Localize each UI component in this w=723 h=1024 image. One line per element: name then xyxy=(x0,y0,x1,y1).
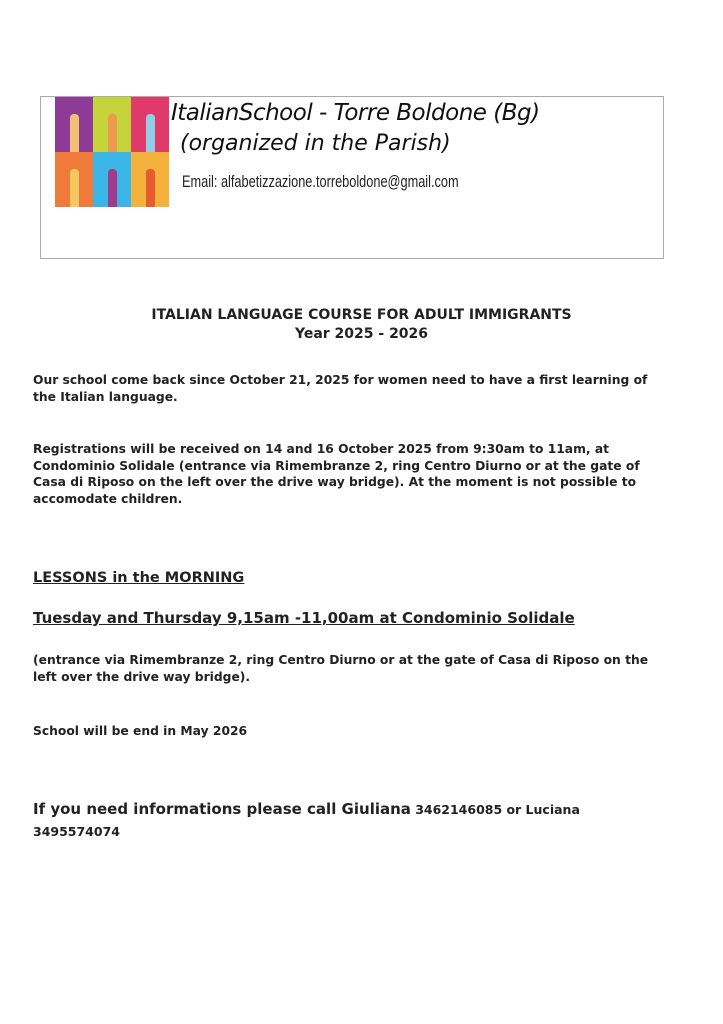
hands-logo xyxy=(55,97,169,207)
school-subtitle: (organized in the Parish) xyxy=(180,131,451,156)
course-title-line1: ITALIAN LANGUAGE COURSE FOR ADULT IMMIGRANTS xyxy=(151,307,572,323)
course-year: Year 2025 - 2026 xyxy=(294,326,429,342)
school-email: Email: alfabetizzazione.torreboldone@gmail.com xyxy=(182,172,459,191)
intro-paragraph: Our school come back since October 21, 2025 for women need to have a first learning of the Italian language. xyxy=(33,373,648,404)
school-name: ItalianSchool - Torre Boldone (Bg) xyxy=(171,100,540,126)
contact-phone-giuliana: 3462146085 xyxy=(415,802,503,817)
contact-or: or Luciana xyxy=(506,802,580,817)
lessons-heading: LESSONS in the MORNING xyxy=(33,570,245,586)
lessons-schedule: Tuesday and Thursday 9,15am -11,00am at Condominio Solidale xyxy=(33,609,575,627)
registrations-paragraph: Registrations will be received on 14 and 16 October 2025 from 9:30am to 11am, at Condominio Solidale (entrance via Rimembranze 2, ring Centro Diurno or at the gate of Casa di Riposo on the left over the drive way bridge). At the moment is not possible to accomodate children. xyxy=(33,442,640,506)
school-end: School will be end in May 2026 xyxy=(33,724,248,738)
contact-phone-luciana: 3495574074 xyxy=(33,824,120,839)
contact-text: If you need informations please call Giuliana xyxy=(33,800,411,818)
course-title xyxy=(0,306,723,344)
lessons-location: (entrance via Rimembranze 2, ring Centro Diurno or at the gate of Casa di Riposo on the left over the drive way bridge). xyxy=(33,653,649,684)
contact-paragraph xyxy=(33,799,683,843)
